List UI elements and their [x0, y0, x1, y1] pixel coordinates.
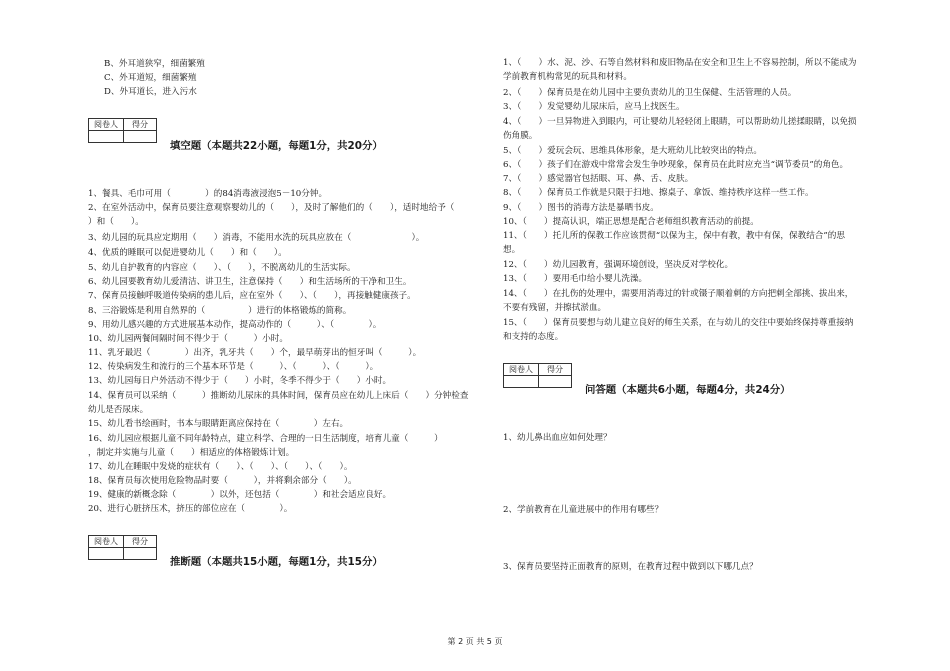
- fill-item: 13、幼儿园每日户外活动不得少于（ ）小时，冬季不得少于（ ）小时。: [88, 376, 392, 386]
- fill-item: 幼儿是否尿床。: [88, 405, 149, 415]
- fill-item: 5、幼儿自护教育的内容应（ ）、（ ），不脱离幼儿的生活实际。: [88, 263, 356, 273]
- judge-item: 想。: [503, 245, 521, 255]
- judge-item: 15、（ ）保育员要想与幼儿建立良好的师生关系，在与幼儿的交往中要始终保持尊重接纳: [503, 318, 854, 328]
- grader-label: 阅卷人: [89, 119, 124, 131]
- fill-item: 11、乳牙最迟（ ）出齐，乳牙共（ ）个，最早萌芽出的恒牙叫（ ）。: [88, 348, 422, 358]
- choice-option-c: C、外耳道短，细菌繁殖: [104, 73, 197, 83]
- fill-item: ，制定并实施与儿童（ ）相适应的体格锻炼计划。: [88, 448, 295, 458]
- grader-cell[interactable]: [89, 548, 124, 560]
- judge-item: 学前教育机构常见的玩具和材料。: [503, 72, 632, 82]
- judge-item: 14、（ ）在扎伤的处理中，需要用消毒过的针或镊子顺着刺的方向把刺全部挑、拔出来，: [503, 289, 854, 299]
- fill-item: 16、幼儿园应根据儿童不同年龄特点，建立科学、合理的一日生活制度，培育儿童（ ）: [88, 434, 443, 444]
- qa-section-title: 问答题（本题共6小题，每题4分，共24分）: [585, 384, 791, 396]
- score-label: 得分: [539, 364, 572, 376]
- qa-item: 3、保育员要坚持正面教育的原则，在教育过程中做到以下哪几点？: [503, 562, 758, 572]
- fill-item: 2、在室外活动中，保育员要注意观察婴幼儿的（ ），及时了解他们的（ ），适时地给予（: [88, 203, 455, 213]
- fill-item: 10、幼儿园两餐间隔时间不得少于（ ）小时。: [88, 334, 288, 344]
- score-box-qa: [503, 363, 572, 388]
- fill-item: 20、进行心脏挤压术，挤压的部位应在（ ）。: [88, 504, 293, 514]
- page-footer: 第 2 页 共 5 页: [447, 637, 503, 646]
- fill-item: 15、幼儿看书绘画时，书本与眼睛距离应保持在（ ）左右。: [88, 419, 349, 429]
- judge-item: 伤角膜。: [503, 131, 538, 141]
- score-cell[interactable]: [539, 376, 572, 388]
- fill-item: 18、保育员每次使用危险物品时要（ ），并将剩余部分（ ）。: [88, 476, 357, 486]
- score-box-fill: [88, 118, 157, 143]
- judge-item: 2、（ ）保育员是在幼儿园中主要负责幼儿的卫生保健、生活管理的人员。: [503, 88, 797, 98]
- grader-cell[interactable]: [89, 131, 124, 143]
- judge-item: 4、（ ）一旦异物进入到眼内，可让婴幼儿轻轻闭上眼睛，可以帮助幼儿搓揉眼睛，以免损: [503, 117, 857, 127]
- judge-item: 13、（ ）要用毛巾给小婴儿洗澡。: [503, 274, 648, 284]
- fill-item: 17、幼儿在睡眠中发烧的症状有（ ）、（ ）、（ ）、（ ）。: [88, 462, 353, 472]
- choice-option-b: B、外耳道狭窄，细菌繁殖: [104, 59, 205, 69]
- score-label: 得分: [124, 119, 157, 131]
- choice-option-d: D、外耳道长，进入污水: [104, 87, 197, 97]
- qa-item: 1、幼儿鼻出血应如何处理？: [503, 433, 612, 443]
- judge-item: 10、（ ）提高认识，端正思想是配合老师组织教育活动的前提。: [503, 217, 759, 227]
- fill-item: 7、保育员接触呼吸道传染病的患儿后，应在室外（ ）、（ ），再接触健康孩子。: [88, 291, 416, 301]
- score-label: 得分: [124, 536, 157, 548]
- judge-item: 6、（ ）孩子们在游戏中常常会发生争吵现象，保育员在此时应充当“调节委员”的角色。: [503, 160, 849, 170]
- judge-item: 12、（ ）幼儿园教育，强调环境创设，坚决反对学校化。: [503, 260, 734, 270]
- judge-item: 1、（ ）水、泥、沙、石等自然材料和废旧物品在安全和卫生上不容易控制，所以不能成为: [503, 58, 857, 68]
- fill-item: 9、用幼儿感兴趣的方式进展基本动作，提高动作的（ ）、（ ）。: [88, 320, 382, 330]
- fill-item: 14、保育员可以采纳（ ）推断幼儿尿床的具体时间，保育员应在幼儿上床后（ ）分钟检查: [88, 391, 469, 401]
- judge-item: 5、（ ）爱玩会玩、思维具体形象，是大班幼儿比较突出的特点。: [503, 146, 762, 156]
- fill-item: 4、优质的睡眠可以促进婴幼儿（ ）和（ ）。: [88, 248, 287, 258]
- judge-item: 8、（ ）保育员工作就是只限于扫地、擦桌子、拿饭、维持秩序这样一些工作。: [503, 188, 814, 198]
- fill-item: 19、健康的新概念除（ ）以外，还包括（ ）和社会适应良好。: [88, 490, 392, 500]
- fill-item: 6、幼儿园要教育幼儿爱清洁、讲卫生，注意保持（ ）和生活场所的干净和卫生。: [88, 277, 412, 287]
- score-cell[interactable]: [124, 131, 157, 143]
- fill-section-title: 填空题（本题共22小题，每题1分，共20分）: [170, 140, 383, 152]
- fill-item: 1、餐具、毛巾可用（ ）的84消毒液浸泡5－10分钟。: [88, 189, 328, 199]
- fill-item: ）和（ ）。: [88, 217, 144, 227]
- grader-label: 阅卷人: [504, 364, 539, 376]
- judge-item: 11、（ ）托儿所的保教工作应该贯彻“以保为主，保中有教，教中有保，保教结合”的思: [503, 231, 845, 241]
- fill-item: 12、传染病发生和流行的三个基本环节是（ ）、（ ）、（ ）。: [88, 362, 379, 372]
- fill-item: 3、幼儿园的玩具应定期用（ ）消毒，不能用水洗的玩具应放在（ ）。: [88, 233, 425, 243]
- fill-item: 8、三浴锻炼是利用自然界的（ ）进行的体格锻炼的简称。: [88, 306, 352, 316]
- judge-item: 和支持的态度。: [503, 332, 564, 342]
- score-box-judge: [88, 535, 157, 560]
- grader-cell[interactable]: [504, 376, 539, 388]
- qa-item: 2、学前教育在儿童进展中的作用有哪些？: [503, 505, 664, 515]
- grader-label: 阅卷人: [89, 536, 124, 548]
- judge-item: 7、（ ）感觉器官包括眼、耳、鼻、舌、皮肤。: [503, 174, 694, 184]
- score-cell[interactable]: [124, 548, 157, 560]
- judge-item: 不要有残留，并擦拭淤血。: [503, 303, 607, 313]
- judge-item: 3、（ ）发觉婴幼儿尿床后，应马上找医生。: [503, 102, 685, 112]
- judge-item: 9、（ ）图书的消毒方法是暴晒书皮。: [503, 203, 659, 213]
- judge-section-title: 推断题（本题共15小题，每题1分，共15分）: [170, 556, 383, 568]
